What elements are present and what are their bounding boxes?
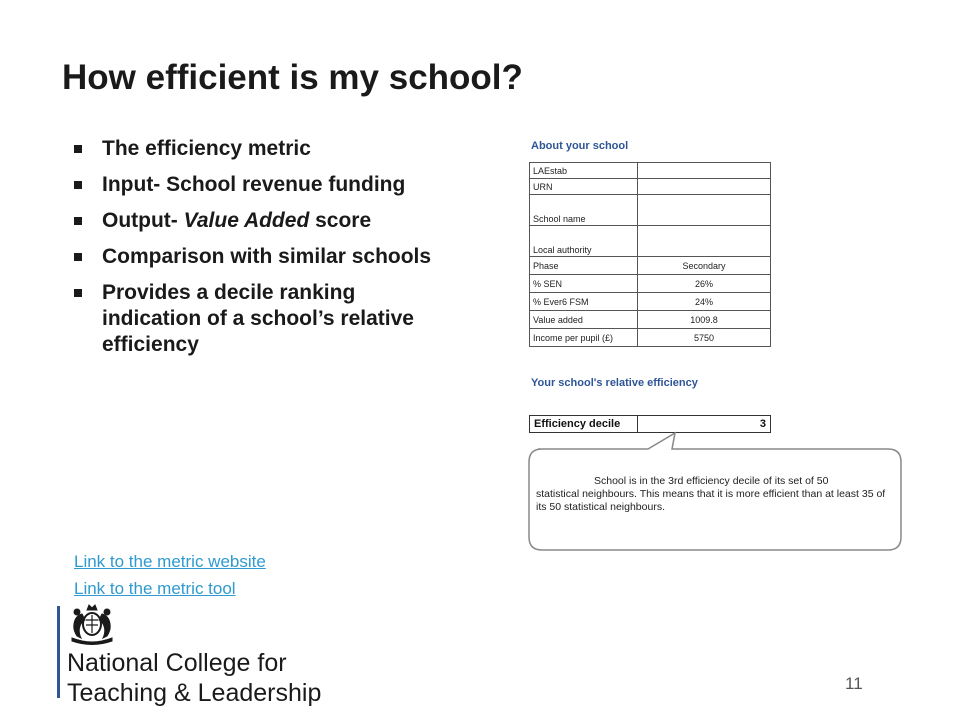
square-bullet-icon — [74, 289, 82, 297]
row-value: 26% — [638, 275, 771, 293]
row-label: % SEN — [530, 275, 638, 293]
table-row — [530, 275, 771, 293]
about-school-heading: About your school — [531, 140, 629, 152]
bullet-item — [72, 280, 442, 358]
table-row — [530, 329, 771, 347]
bullet-text: Provides a decile ranking indication of a school’s relative efficiency — [102, 281, 414, 356]
efficiency-decile-value: 3 — [638, 416, 771, 433]
table-row — [530, 179, 771, 195]
bullet-text-post: score — [309, 209, 372, 232]
about-school-table — [529, 162, 771, 347]
table-row — [530, 293, 771, 311]
table-row — [530, 257, 771, 275]
row-value — [638, 163, 771, 179]
row-label: Income per pupil (£) — [530, 329, 638, 347]
row-label: Phase — [530, 257, 638, 275]
table-row — [530, 226, 771, 257]
logo-divider — [57, 606, 60, 698]
page-number: 11 — [845, 674, 863, 693]
efficiency-decile-label: Efficiency decile — [530, 416, 638, 433]
row-label: URN — [530, 179, 638, 195]
callout-text — [536, 475, 896, 514]
metric-tool-link[interactable]: Link to the metric tool — [74, 579, 236, 598]
bullet-item — [72, 136, 502, 162]
row-label: LAEstab — [530, 163, 638, 179]
row-value — [638, 195, 771, 226]
relative-efficiency-heading: Your school's relative efficiency — [531, 377, 698, 389]
organisation-line: National College for — [67, 649, 287, 677]
table-row — [530, 163, 771, 179]
row-value — [638, 226, 771, 257]
bullet-item — [72, 244, 442, 270]
bullet-text-emphasis: Value Added — [183, 209, 310, 232]
row-label: Local authority — [530, 226, 638, 257]
links-block — [74, 548, 266, 602]
square-bullet-icon — [74, 145, 82, 153]
row-value: 5750 — [638, 329, 771, 347]
royal-crest-icon — [66, 602, 118, 646]
table-row — [530, 311, 771, 329]
bullet-item — [72, 172, 502, 198]
bullet-text: The efficiency metric — [102, 137, 311, 160]
slide-title: How efficient is my school? — [62, 58, 523, 97]
row-label: School name — [530, 195, 638, 226]
row-label: Value added — [530, 311, 638, 329]
bullet-text-pre: Output- — [102, 209, 184, 232]
table-row — [530, 195, 771, 226]
metric-website-link[interactable]: Link to the metric website — [74, 552, 266, 571]
row-value: Secondary — [638, 257, 771, 275]
bullet-text: Comparison with similar schools — [102, 245, 432, 268]
bullet-item — [72, 208, 502, 234]
organisation-name — [67, 648, 321, 708]
row-value: 24% — [638, 293, 771, 311]
bullet-list — [72, 136, 502, 368]
bullet-text: Input- School revenue funding — [102, 173, 406, 196]
organisation-line: Teaching & Leadership — [67, 679, 322, 707]
square-bullet-icon — [74, 181, 82, 189]
square-bullet-icon — [74, 217, 82, 225]
row-value: 1009.8 — [638, 311, 771, 329]
row-label: % Ever6 FSM — [530, 293, 638, 311]
row-value — [638, 179, 771, 195]
callout-line: School is in the 3rd efficiency decile of its set of 50 — [594, 475, 829, 487]
callout-line: statistical neighbours. This means that it is more efficient than at least 35 of its 50 statistical neighbours. — [536, 488, 886, 513]
square-bullet-icon — [74, 253, 82, 261]
